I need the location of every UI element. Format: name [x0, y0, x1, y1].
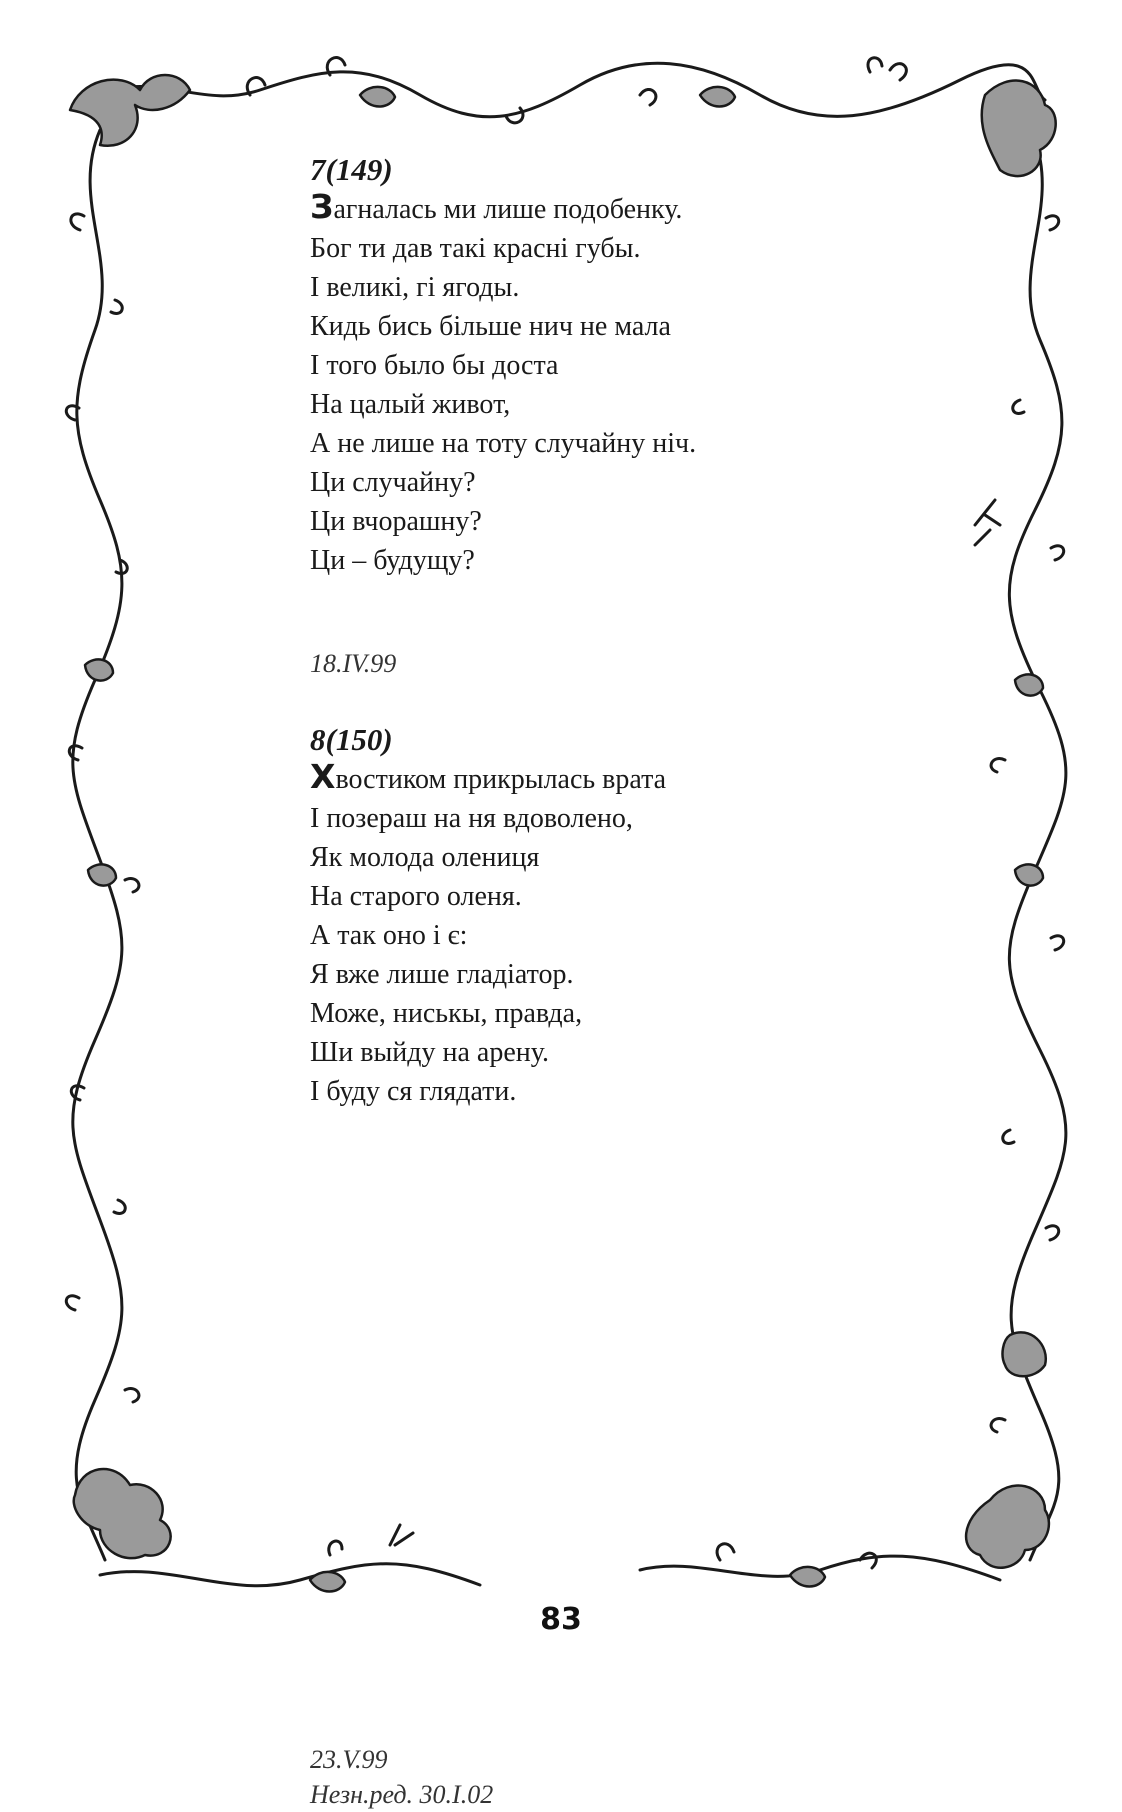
page-number: 83: [540, 1602, 582, 1637]
poem-line: Як молода олениця: [310, 842, 540, 873]
poem-line: Ци вчорашну?: [310, 506, 482, 537]
poem-line: Може, ниськы, правда,: [310, 998, 583, 1029]
poem-line: На старого оленя.: [310, 881, 522, 912]
poem-line: І великі, гі ягоды.: [310, 272, 520, 303]
poem-line: А не лише на тоту случайну ніч.: [310, 428, 697, 459]
edit-note: Незн.ред. 30.І.02: [310, 1780, 494, 1809]
poem-line: Кидь бись більше нич не мала: [310, 311, 671, 342]
poem-date: 23.V.99: [310, 1745, 388, 1774]
first-line-text: агналась ми лише подобенку.: [333, 194, 683, 225]
poem-7: [310, 150, 970, 678]
drop-cap: Х: [310, 757, 336, 796]
poem-lines: [310, 757, 970, 1111]
first-line-text: востиком прикрылась врата: [335, 764, 667, 795]
poem-line: А так оно і є:: [310, 920, 468, 951]
poem-line: Ши выйду на арену.: [310, 1037, 549, 1068]
poem-line: Ци случайну?: [310, 467, 476, 498]
poem-line: Ци – будущу?: [310, 545, 475, 576]
poem-line: І позераш на ня вдоволено,: [310, 803, 633, 834]
drop-cap: З: [310, 187, 334, 226]
poem-line: Бог ти дав такі красні губы.: [310, 233, 641, 264]
poem-number: 8(150): [310, 722, 393, 757]
poem-line: І буду ся глядати.: [310, 1076, 517, 1107]
poem-date: 18.IV.99: [310, 649, 397, 678]
poem-first-line: [310, 187, 970, 229]
poem-lines: [310, 187, 970, 580]
poem-number: 7(149): [310, 152, 393, 187]
poem-line: Я вже лише гладіатор.: [310, 959, 574, 990]
poem-line: І того было бы доста: [310, 350, 559, 381]
poem-dates: [310, 1742, 493, 1812]
poem-first-line: [310, 757, 970, 799]
poem-line: На цалый живот,: [310, 389, 511, 420]
